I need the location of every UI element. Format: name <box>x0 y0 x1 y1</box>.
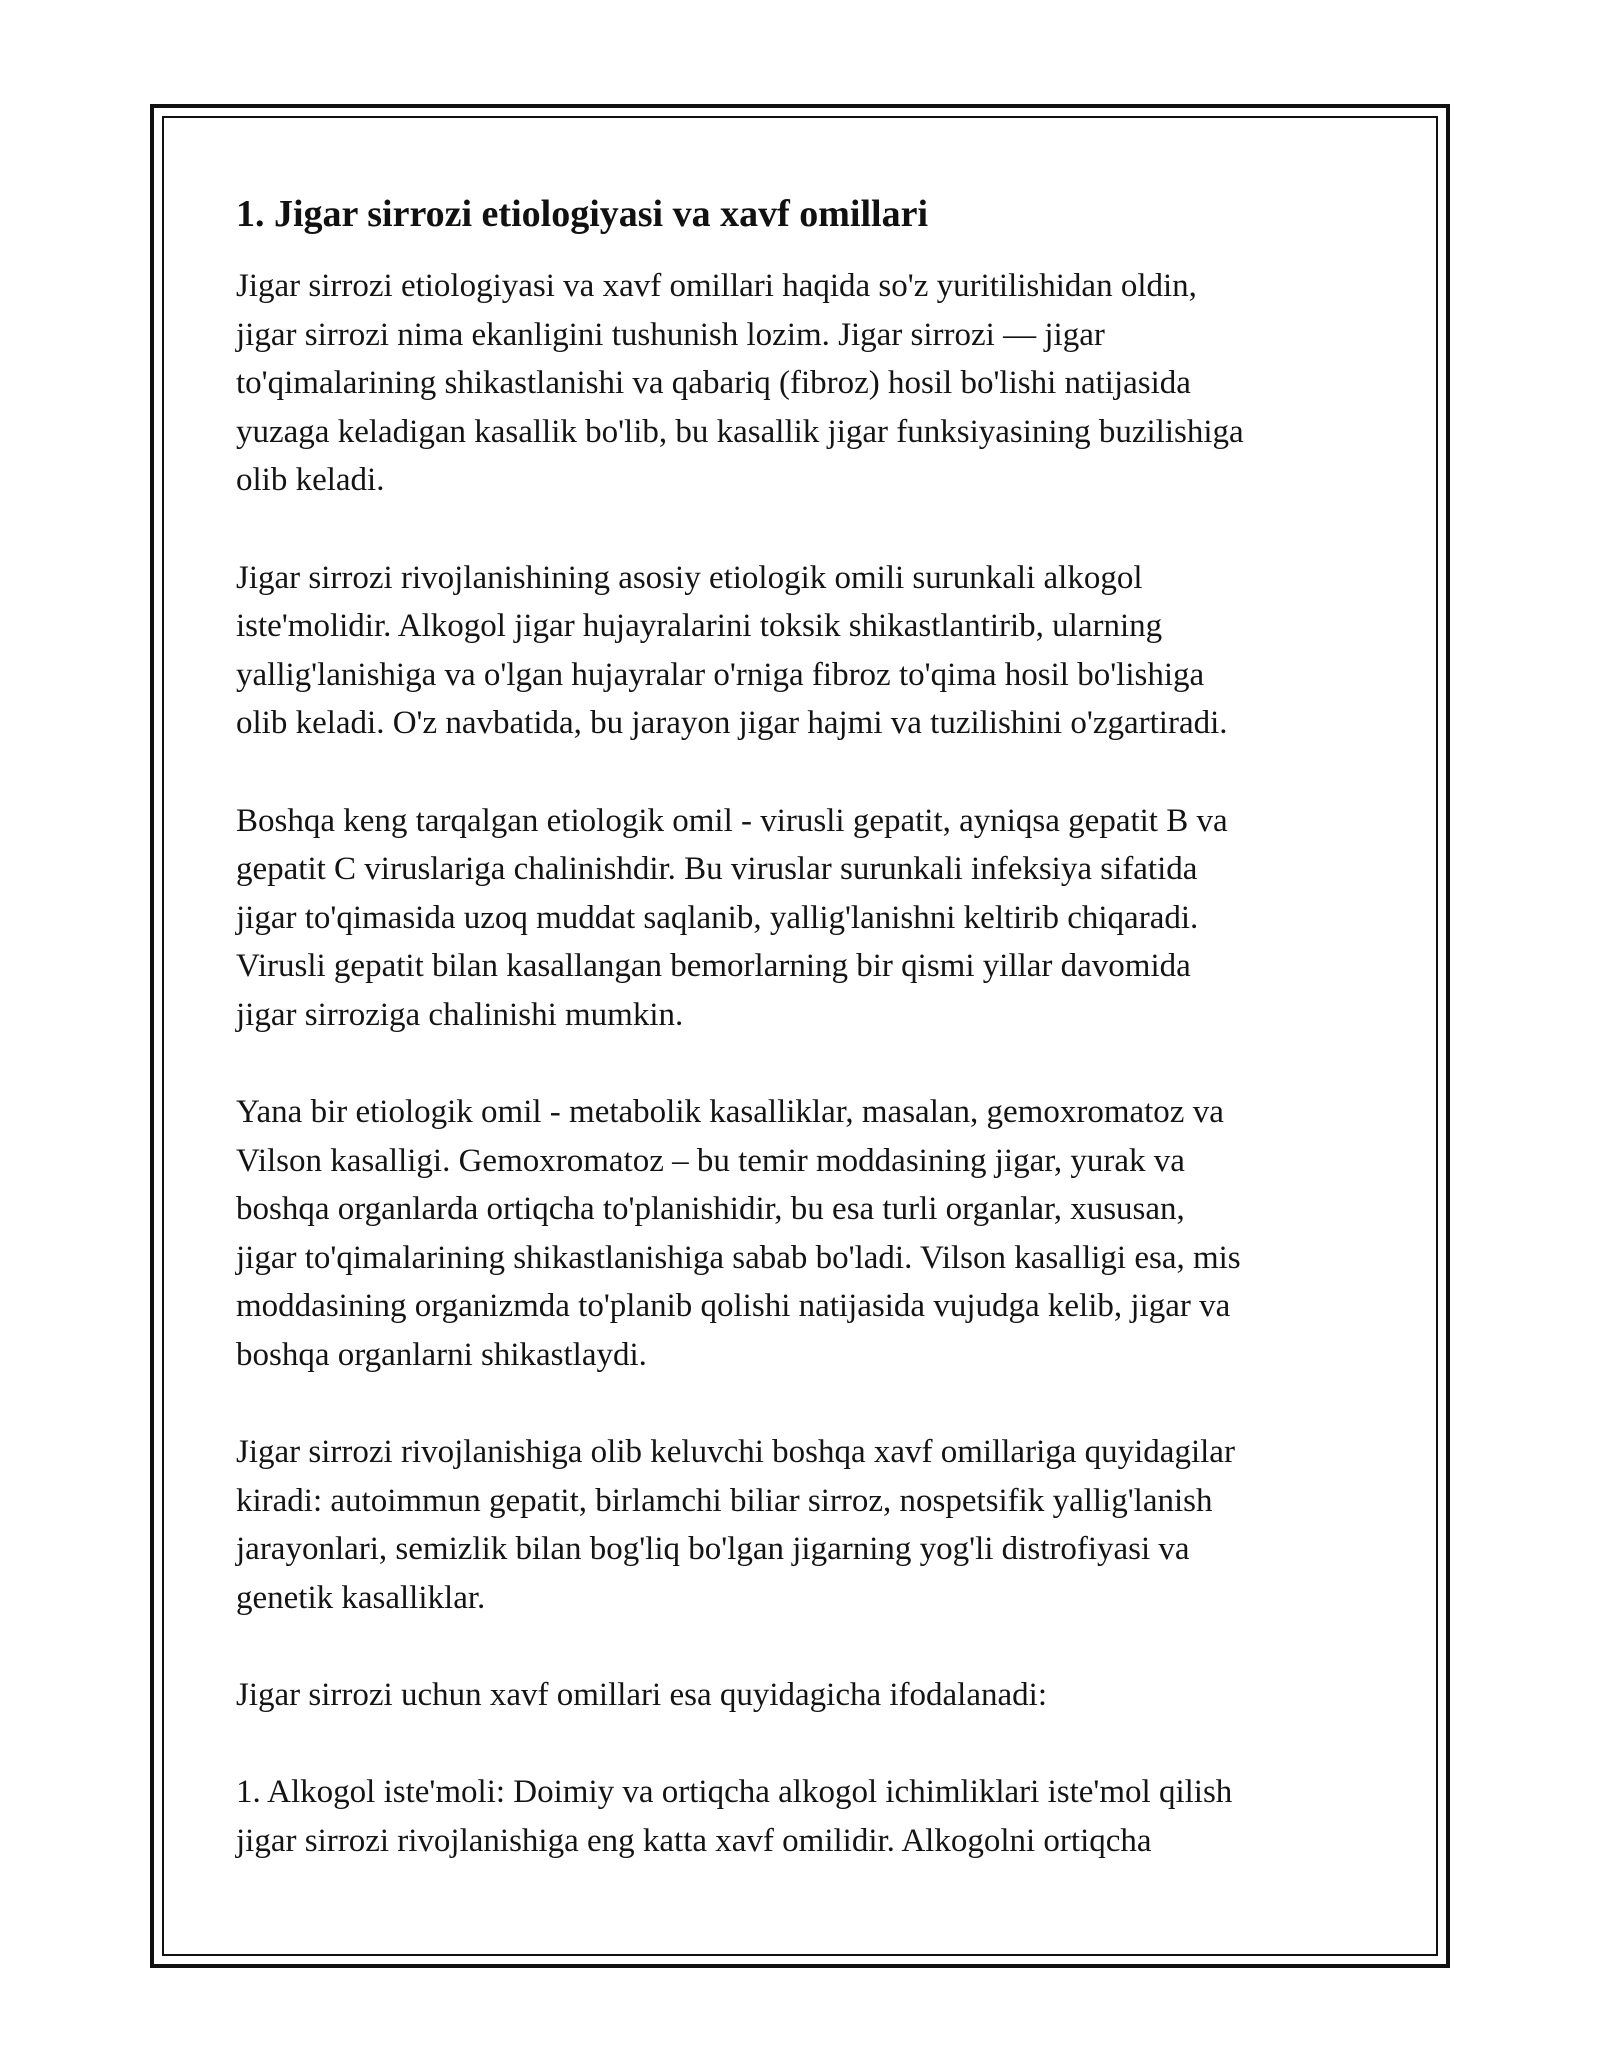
section-heading: 1. Jigar sirrozi etiologiyasi va xavf omillari <box>236 193 928 235</box>
paragraph-intro: Jigar sirrozi etiologiyasi va xavf omillari haqida so'z yuritilishidan oldin, jigar sirrozi nima ekanligini tushunish lozim. Jigar sirrozi — jigar to'qimalarining shikastlanishi va qabariq (fibroz) hosil bo'lishi natijasida yuzaga keladigan kasallik bo'lib, bu kasallik jigar funksiyasining buzilishiga olib keladi. <box>236 268 1244 499</box>
paragraph-metabolic-diseases: Yana bir etiologik omil - metabolik kasalliklar, masalan, gemoxromatoz va Vilson kasalligi. Gemoxromatoz – bu temir moddasining jigar, yurak va boshqa organlarda ortiqcha to'planishidir, bu esa turli organlar, xususan, jigar to'qimalarining shikastlanishiga sabab bo'ladi. Vilson kasalligi esa, mis moddasining organizmda to'planib qolishi natijasida vujudga kelib, jigar va boshqa organlarni shikastlaydi. <box>236 1094 1241 1374</box>
paragraph-viral-hepatitis: Boshqa keng tarqalgan etiologik omil - virusli gepatit, ayniqsa gepatit B va gepatit C viruslariga chalinishdir. Bu viruslar surunkali infeksiya sifatida jigar to'qimasida uzoq muddat saqlanib, yallig'lanishni keltirib chiqaradi. Virusli gepatit bilan kasallangan bemorlarning bir qismi yillar davomida jigar sirroziga chalinishi mumkin. <box>236 802 1228 1033</box>
paragraph-other-risk-factors: Jigar sirrozi rivojlanishiga olib keluvchi boshqa xavf omillariga quyidagilar kiradi: autoimmun gepatit, birlamchi biliar sirroz, nospetsifik yallig'lanish jarayonlari, semizlik bilan bog'liq bo'lgan jigarning yog'li distrofiyasi va genetik kasalliklar. <box>236 1434 1235 1617</box>
paragraph-risk-factors-intro: Jigar sirrozi uchun xavf omillari esa quyidagicha ifodalanadi: <box>236 1677 1047 1714</box>
list-item-alcohol-use: 1. Alkogol iste'moli: Doimiy va ortiqcha alkogol ichimliklari iste'mol qilish jigar sirrozi rivojlanishiga eng katta xavf omilidir. Alkogolni ortiqcha <box>236 1774 1233 1859</box>
document-body <box>236 190 1366 1866</box>
paragraph-alcohol-etiology: Jigar sirrozi rivojlanishining asosiy etiologik omili surunkali alkogol iste'molidir. Alkogol jigar hujayralarini toksik shikastlantirib, ularning yallig'lanishiga va o'lgan hujayralar o'rniga fibroz to'qima hosil bo'lishiga olib keladi. O'z navbatida, bu jarayon jigar hajmi va tuzilishini o'zgartiradi. <box>236 559 1228 742</box>
